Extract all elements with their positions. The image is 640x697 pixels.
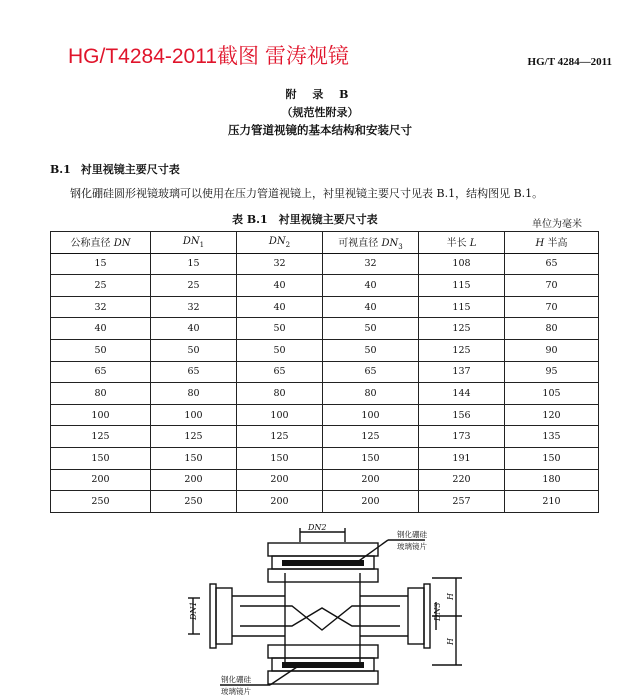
- table-header-cell: [51, 232, 151, 254]
- header-symbol: DN: [113, 237, 131, 249]
- table-cell: 125: [419, 339, 505, 361]
- table-caption: 表 B.1 衬里视镜主要尺寸表: [232, 213, 378, 226]
- table-cell: 40: [237, 275, 323, 297]
- table-cell: 25: [151, 275, 237, 297]
- table-header-cell: [323, 232, 419, 254]
- table-header-cell: [419, 232, 505, 254]
- table-cell: 50: [237, 318, 323, 340]
- table-row: [51, 426, 599, 448]
- table-cell: 150: [505, 447, 599, 469]
- header-subscript: 1: [199, 240, 205, 249]
- table-cell: 180: [505, 469, 599, 491]
- header-symbol: DN: [182, 235, 200, 247]
- table-cell: 137: [419, 361, 505, 383]
- table-cell: 220: [419, 469, 505, 491]
- table-cell: 70: [505, 275, 599, 297]
- table-cell: 250: [151, 491, 237, 513]
- table-cell: 95: [505, 361, 599, 383]
- header-symbol: H: [535, 237, 545, 249]
- table-cell: 200: [237, 491, 323, 513]
- callout-top-line1: 钢化硼硅: [397, 530, 427, 539]
- callout-bottom-line1: 钢化硼硅: [221, 675, 251, 684]
- table-cell: 250: [51, 491, 151, 513]
- table-cell: 100: [151, 404, 237, 426]
- dn1-label: DN1: [189, 601, 198, 620]
- table-cell: 156: [419, 404, 505, 426]
- header-subscript: 3: [398, 242, 403, 251]
- section-number: B.1: [50, 163, 71, 176]
- table-cell: 125: [323, 426, 419, 448]
- body-paragraph: 钢化硼硅圆形视镜玻璃可以使用在压力管道视镜上，衬里视镜主要尺寸见表 B.1，结构图见 B.1。: [70, 187, 544, 200]
- table-cell: 191: [419, 447, 505, 469]
- table-cell: 105: [505, 383, 599, 405]
- header-symbol: DN: [268, 235, 286, 247]
- section-title: 衬里视镜主要尺寸表: [80, 163, 180, 176]
- table-cell: 125: [51, 426, 151, 448]
- table-cell: 65: [51, 361, 151, 383]
- table-cell: 40: [237, 296, 323, 318]
- normative-label: （规范性附录）: [281, 106, 359, 119]
- table-row: [51, 447, 599, 469]
- structure-drawing: [0, 518, 640, 697]
- table-cell: 125: [151, 426, 237, 448]
- table-cell: 100: [237, 404, 323, 426]
- header-subscript: 2: [285, 240, 291, 249]
- table-cell: 257: [419, 491, 505, 513]
- table-unit: 单位为毫米: [532, 219, 582, 230]
- section-heading: [50, 161, 180, 177]
- table-row: [51, 491, 599, 513]
- table-cell: 100: [323, 404, 419, 426]
- table-cell: 65: [323, 361, 419, 383]
- table-header-cell: [151, 232, 237, 254]
- table-cell: 80: [237, 383, 323, 405]
- table-cell: 125: [237, 426, 323, 448]
- table-row: [51, 404, 599, 426]
- table-cell: 80: [505, 318, 599, 340]
- header-symbol: L: [469, 237, 477, 249]
- table-cell: 15: [151, 253, 237, 275]
- table-cell: 90: [505, 339, 599, 361]
- table-cell: 15: [51, 253, 151, 275]
- table-cell: 173: [419, 426, 505, 448]
- table-cell: 80: [51, 383, 151, 405]
- table-row: [51, 469, 599, 491]
- table-cell: 200: [323, 469, 419, 491]
- table-cell: 40: [151, 318, 237, 340]
- table-cell: 50: [323, 339, 419, 361]
- table-body: [51, 253, 599, 512]
- table-cell: 50: [51, 339, 151, 361]
- header-prefix: 半长: [446, 237, 470, 249]
- dn3-label: DN3: [433, 602, 442, 621]
- table-cell: 40: [51, 318, 151, 340]
- table-cell: 32: [237, 253, 323, 275]
- table-cell: 150: [323, 447, 419, 469]
- header-prefix: 可视直径: [338, 237, 382, 249]
- table-cell: 25: [51, 275, 151, 297]
- table-cell: 70: [505, 296, 599, 318]
- h-label-lower: H: [446, 638, 455, 645]
- header-symbol: DN: [381, 237, 399, 249]
- table-cell: 40: [323, 296, 419, 318]
- table-cell: 120: [505, 404, 599, 426]
- dn2-label: DN2: [308, 523, 327, 532]
- header-suffix: 半高: [544, 237, 568, 249]
- table-cell: 150: [151, 447, 237, 469]
- table-row: [51, 318, 599, 340]
- table-row: [51, 253, 599, 275]
- table-cell: 115: [419, 296, 505, 318]
- table-cell: 50: [323, 318, 419, 340]
- table-row: [51, 339, 599, 361]
- table-row: [51, 296, 599, 318]
- table-cell: 108: [419, 253, 505, 275]
- table-cell: 40: [323, 275, 419, 297]
- table-cell: 50: [151, 339, 237, 361]
- table-cell: 125: [419, 318, 505, 340]
- header-prefix: 公称直径: [70, 237, 114, 249]
- document-title: 压力管道视镜的基本结构和安装尺寸: [228, 123, 412, 137]
- appendix-heading: 附 录 B: [285, 88, 355, 101]
- table-cell: 135: [505, 426, 599, 448]
- table-cell: 150: [51, 447, 151, 469]
- table-row: [51, 383, 599, 405]
- table-header-row: [51, 232, 599, 254]
- table-cell: 32: [151, 296, 237, 318]
- table-cell: 200: [151, 469, 237, 491]
- table-cell: 200: [51, 469, 151, 491]
- table-cell: 32: [51, 296, 151, 318]
- table-cell: 65: [151, 361, 237, 383]
- table-cell: 200: [323, 491, 419, 513]
- table-cell: 200: [237, 469, 323, 491]
- table-cell: 210: [505, 491, 599, 513]
- h-label-upper: H: [446, 593, 455, 600]
- table-cell: 80: [151, 383, 237, 405]
- overlay-title: HG/T4284-2011截图 雷涛视镜: [68, 45, 349, 68]
- table-cell: 150: [237, 447, 323, 469]
- callout-top-line2: 玻璃镜片: [397, 542, 427, 551]
- table-cell: 65: [505, 253, 599, 275]
- dimensions-table: [50, 231, 599, 513]
- table-cell: 65: [237, 361, 323, 383]
- standard-code: HG/T 4284—2011: [527, 56, 612, 68]
- table-cell: 50: [237, 339, 323, 361]
- table-row: [51, 275, 599, 297]
- table-row: [51, 361, 599, 383]
- callout-bottom-line2: 玻璃镜片: [221, 687, 251, 696]
- table-cell: 100: [51, 404, 151, 426]
- table-cell: 32: [323, 253, 419, 275]
- table-header-cell: [505, 232, 599, 254]
- table-cell: 144: [419, 383, 505, 405]
- table-cell: 115: [419, 275, 505, 297]
- table-header-cell: [237, 232, 323, 254]
- table-cell: 80: [323, 383, 419, 405]
